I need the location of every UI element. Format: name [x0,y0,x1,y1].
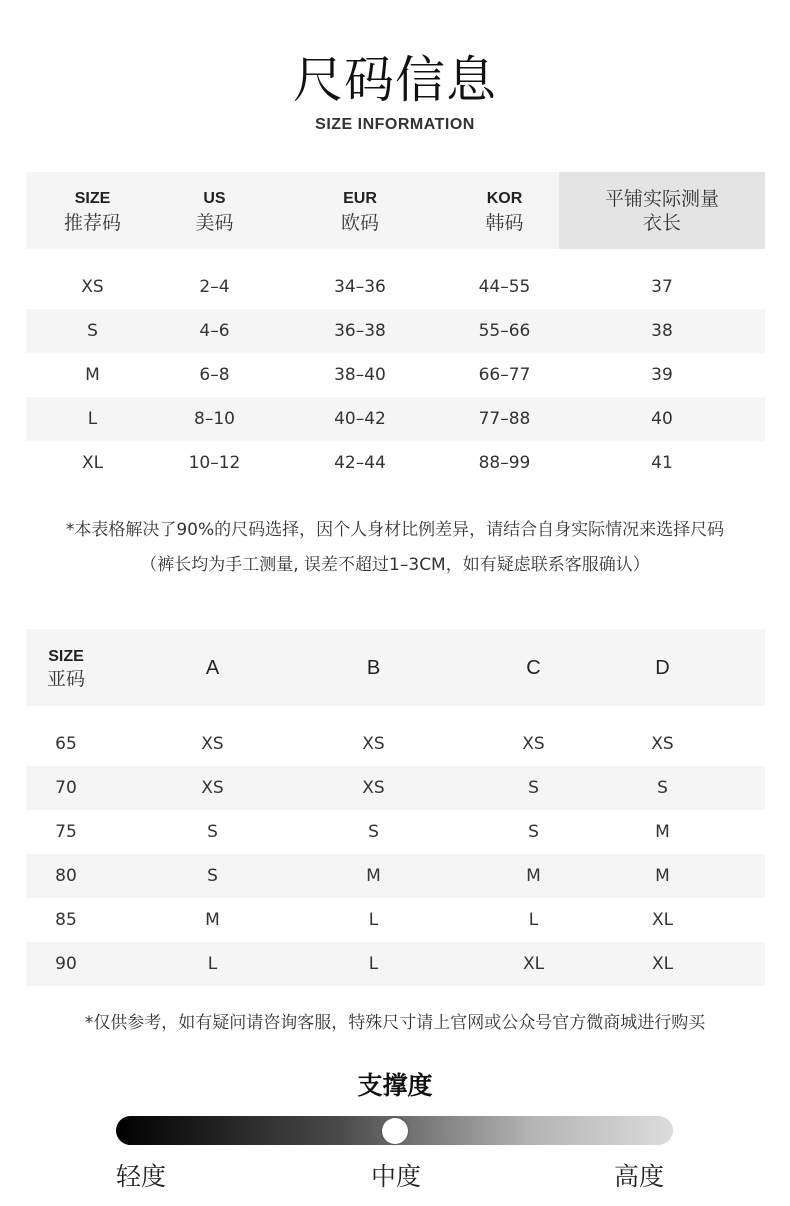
table-row [26,441,765,485]
band-size: 80 [55,866,77,886]
table-row [26,766,765,810]
table-cell [26,706,185,766]
header-cell-eur [270,172,450,249]
band-size: 90 [55,954,77,974]
table-cell: XS [522,734,545,754]
table-cell: M [85,365,100,385]
table-cell: S [528,822,539,842]
table-cell: S [207,822,218,842]
table-cell: 88–99 [478,453,531,473]
table-cell: XS [651,734,674,754]
table-cell: S [185,854,240,898]
table-cell: XL [81,453,104,473]
header-en-label: US [203,189,226,207]
table-row [26,898,765,942]
table-cell: XL [651,910,674,930]
page-title: 尺码信息 [293,51,497,109]
table-cell: XS [81,277,104,297]
header-cell-us [159,172,270,249]
table-cell: XS [240,766,507,810]
table-row [26,810,765,854]
measurement-note: （裤长均为手工测量, 误差不超过1–3CM，如有疑虑联系客服确认） [140,555,650,575]
table-cell [26,898,185,942]
table-cell: 37 [651,277,673,297]
table-cell: 55–66 [450,309,559,353]
table-row [26,397,765,441]
table-cell: M [560,854,765,898]
table-cell: 10–12 [188,453,241,473]
band-size: 85 [55,910,77,930]
size-note: *本表格解决了90%的尺码选择，因个人身材比例差异，请结合自身实际情况来选择尺码 [65,520,725,540]
size-conversion-table [26,172,765,485]
support-level-light: 轻度 [116,1162,167,1191]
table-cell: 36–38 [270,309,450,353]
table-cell: S [560,766,765,810]
header-cell-size [26,629,185,706]
table-header-row [26,629,765,706]
table-row [26,309,765,353]
table-row [26,942,765,986]
table-cell: 4–6 [159,309,270,353]
header-cn-label: 亚码 [46,667,85,690]
table-cell: M [655,822,670,842]
band-size: 65 [55,734,77,754]
header-cell-kor [450,172,559,249]
table-row [26,706,765,766]
header-cell-size [26,172,159,249]
table-cell [26,810,185,854]
table-cell: XS [201,734,224,754]
table-cell: 40 [559,397,765,441]
table-cell: 38 [559,309,765,353]
table-cell: 42–44 [334,453,386,473]
header-cell-length [559,172,765,249]
table-cell: 77–88 [450,397,559,441]
header-cell-b: B [240,629,507,706]
table-cell [26,766,185,810]
page-subtitle: SIZE INFORMATION [315,116,475,133]
table-cell: 6–8 [199,365,230,385]
table-cell: 34–36 [334,277,386,297]
table-cell: XL [507,942,560,986]
header-cn-label: 欧码 [340,211,379,234]
table-cell: M [240,854,507,898]
header-cn-label: 推荐码 [63,211,121,234]
header-cn-label: 韩码 [485,211,524,234]
header-cell-a: A [185,629,240,706]
header-cell-c: C [507,629,560,706]
table-cell: 66–77 [478,365,531,385]
table-cell: 39 [651,365,673,385]
table-cell: L [368,910,379,930]
table-cell: 40–42 [270,397,450,441]
table-cell: 2–4 [199,277,230,297]
table-row [26,854,765,898]
header-cn-label: 美码 [195,211,234,234]
header-cn-label: 衣长 [642,211,681,234]
header-cn-label: 平铺实际测量 [604,187,719,210]
table-cell: S [26,309,159,353]
cup-size-table [26,629,765,986]
header-en-label: KOR [486,189,523,207]
table-cell: M [507,854,560,898]
table-cell: M [205,910,220,930]
table-cell: 38–40 [334,365,386,385]
table-cell: S [368,822,379,842]
table-cell: XS [362,734,385,754]
support-level-indicator [382,1118,408,1144]
support-level-medium: 中度 [371,1162,422,1191]
table-header-row [26,172,765,249]
support-level-title: 支撑度 [357,1071,433,1100]
table-cell: XL [560,942,765,986]
table-cell: 41 [651,453,673,473]
header-en-label: SIZE [74,189,111,207]
table-cell: L [528,910,539,930]
header-en-label: EUR [343,189,377,207]
table-row [26,249,765,309]
band-size: 75 [55,822,77,842]
reference-note: *仅供参考，如有疑问请咨询客服，特殊尺寸请上官网或公众号官方微商城进行购买 [84,1013,706,1033]
table-cell: 44–55 [478,277,531,297]
band-size: 70 [55,778,77,798]
table-cell: 8–10 [159,397,270,441]
table-cell: L [26,397,159,441]
header-cell-d: D [560,629,765,706]
table-row [26,353,765,397]
table-cell: L [240,942,507,986]
table-cell [26,942,185,986]
table-cell: L [185,942,240,986]
table-cell [26,854,185,898]
support-level-high: 高度 [614,1162,665,1191]
table-cell: XS [185,766,240,810]
table-cell: S [507,766,560,810]
header-en-label: SIZE [48,647,84,665]
